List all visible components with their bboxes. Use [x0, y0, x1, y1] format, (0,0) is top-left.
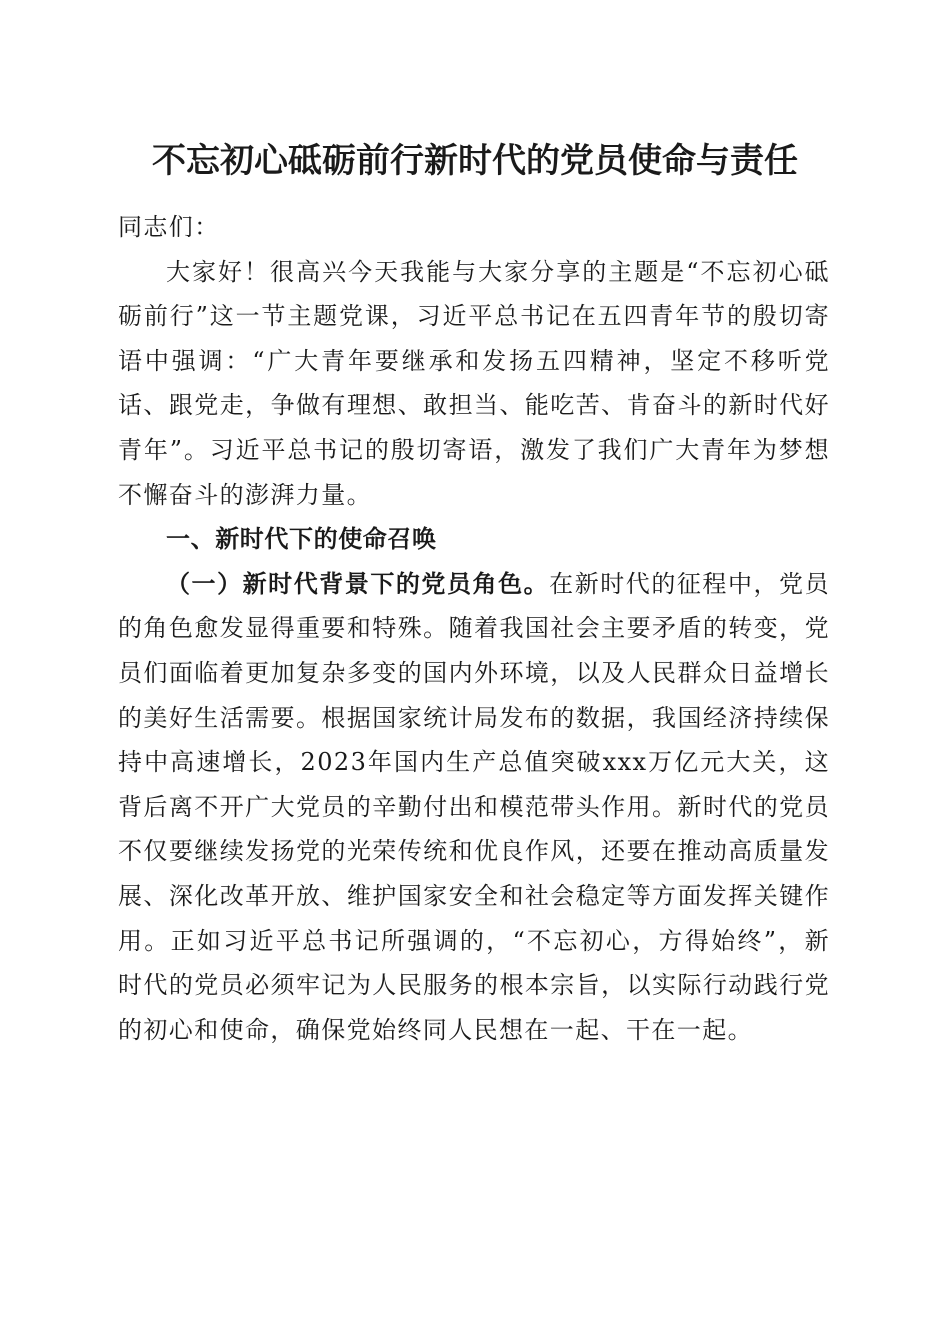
- section-heading: 一、新时代下的使命召唤: [166, 525, 437, 554]
- document-body: [118, 205, 830, 1052]
- intro-paragraph: 大家好！很高兴今天我能与大家分享的主题是“不忘初心砥砺前行”这一节主题党课，习近平总书记在五四青年节的殷切寄语中强调：“广大青年要继承和发扬五四精神，坚定不移听党话、跟党走，争做有理想、敢担当、能吃苦、肯奋斗的新时代好青年”。习近平总书记的殷切寄语，激发了我们广大青年为梦想不懈奋斗的澎湃力量。: [118, 257, 830, 509]
- subsection-heading: （一）新时代背景下的党员角色。: [166, 568, 550, 598]
- subsection-paragraph: [118, 562, 830, 1053]
- document-title: 不忘初心砥砺前行新时代的党员使命与责任: [152, 141, 798, 181]
- subsection-text: 在新时代的征程中，党员的角色愈发显得重要和特殊。随着我国社会主要矛盾的转变，党员们面临着更加复杂多变的国内外环境，以及人民群众日益增长的美好生活需要。根据国家统计局发布的数据，我国经济持续保持中高速增长，2023年国内生产总值突破xxx万亿元大关，这背后离不开广大党员的辛勤付出和模范带头作用。新时代的党员不仅要继续发扬党的光荣传统和优良作风，还要在推动高质量发展、深化改革开放、维护国家安全和社会稳定等方面发挥关键作用。正如习近平总书记所强调的，“不忘初心，方得始终”，新时代的党员必须牢记为人民服务的根本宗旨，以实际行动践行党的初心和使命，确保党始终同人民想在一起、干在一起。: [118, 569, 830, 1044]
- salutation: 同志们：: [118, 213, 220, 241]
